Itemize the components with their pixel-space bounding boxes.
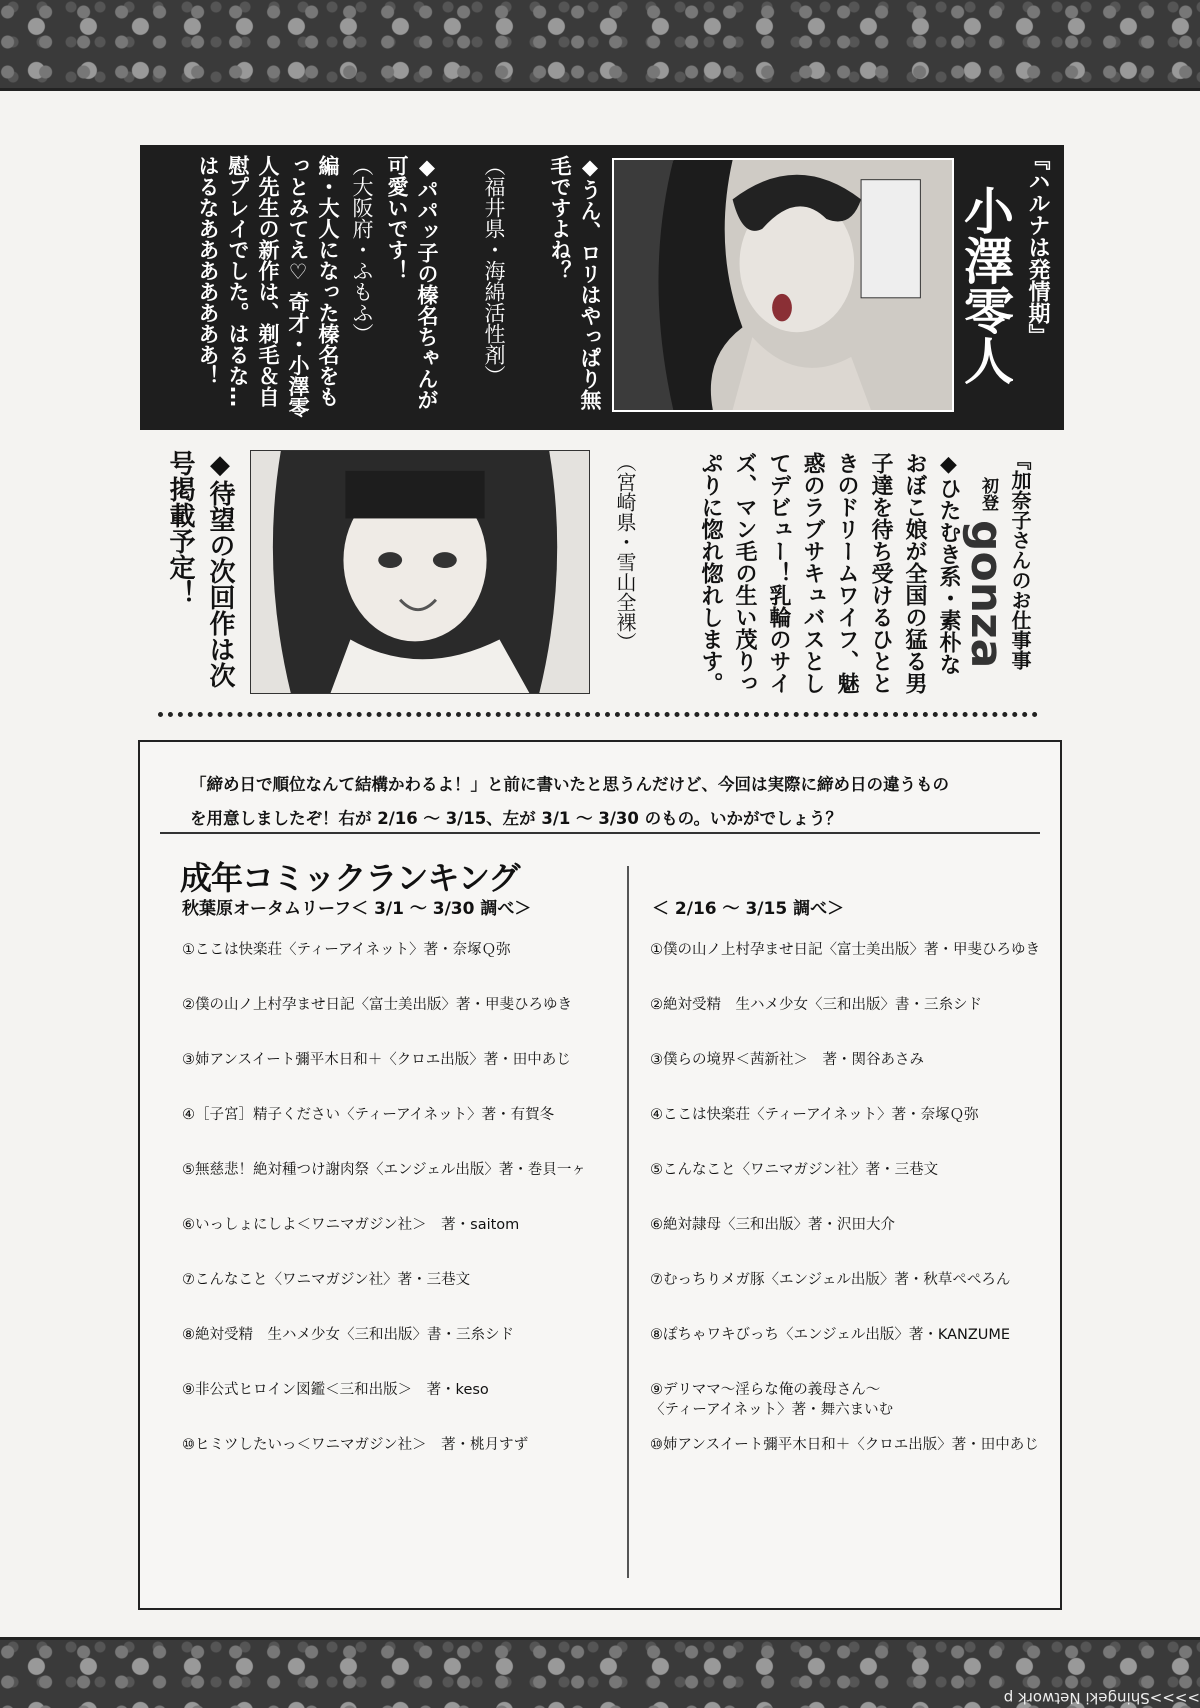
feature2-author: gonza	[961, 520, 1012, 669]
list-item: ⑩姉アンスイート彌平木日和＋〈クロエ出版〉著・田中あじ	[650, 1437, 1039, 1453]
comment-text: ◆パパッ子の榛名ちゃんが可愛いです！	[385, 155, 439, 410]
ranking-right-subtitle: ＜ 2/16 〜 3/15 調べ＞	[652, 899, 845, 919]
list-item: ⑩ヒミツしたいっ＜ワニマガジン社＞ 著・桃月すず	[182, 1437, 529, 1453]
list-item: ⑧絶対受精 生ハメ少女〈三和出版〉書・三糸シド	[182, 1327, 514, 1343]
list-item: ④［子宮］精子ください〈ティーアイネット〉著・有賀冬	[182, 1107, 555, 1123]
list-item: ⑥絶対隷母〈三和出版〉著・沢田大介	[650, 1217, 895, 1233]
intro-line-1: 「締め日で順位なんて結構かわるよ！」と前に書いたと思うんだけど、今回は実際に締め日の違うもの	[190, 775, 949, 794]
ranking-title: 成年コミックランキング	[180, 859, 520, 897]
feature1-comment-3	[165, 155, 343, 427]
intro-line-2: を用意しましたぞ！右が 2/16 〜 3/15、左が 3/1 〜 3/30 のもの。いかがでしょう？	[190, 809, 842, 828]
comment-text: ◆うん、ロリはやっぱり無毛ですよね？	[548, 155, 602, 410]
list-item: ⑥いっしょにしよ＜ワニマガジン社＞ 著・saitom	[182, 1217, 520, 1233]
list-item: ①僕の山ノ上村孕ませ日記〈富士美出版〉著・甲斐ひろゆき	[650, 942, 1040, 958]
feature2-body: ◆ひたむき系・素朴なおぼこ娘が全国の猛る男子達を待ち受けるひとときのドリームワイフ、魅惑のラブサキュバスとしてデビュー！乳輪のサイズ、マン毛の生い茂りっぷりに惚れ惚れします。	[698, 452, 961, 694]
list-item: ⑦こんなこと〈ワニマガジン社〉著・三巷文	[182, 1272, 471, 1288]
ranking-left-subtitle: 秋葉原オータムリーフ＜ 3/1 〜 3/30 調べ＞	[182, 899, 532, 919]
list-item: ②僕の山ノ上村孕ませ日記〈富士美出版〉著・甲斐ひろゆき	[182, 997, 572, 1013]
feature2-illustration	[250, 450, 590, 694]
feature1-author: 小澤零人	[956, 185, 1014, 385]
list-item: ⑧ぽちゃワキびっち〈エンジェル出版〉著・KANZUME	[650, 1327, 1011, 1343]
feature2-title: 『加奈子さんのお仕事事	[1008, 450, 1032, 670]
feature1-illustration	[612, 158, 954, 412]
intro-rule	[160, 832, 1040, 834]
feature1-comment-1	[545, 155, 605, 427]
list-item: ②絶対受精 生ハメ少女〈三和出版〉書・三糸シド	[650, 997, 982, 1013]
feature1-comment-2-source	[345, 155, 377, 427]
feature2-debut-badge: 初登	[978, 477, 998, 511]
list-item: ③姉アンスイート彌平木日和＋〈クロエ出版〉著・田中あじ	[182, 1052, 571, 1068]
top-texture-border	[0, 0, 1200, 88]
feature2-source: （宮崎県・雪山全裸）	[613, 452, 637, 652]
ranking-right-list	[650, 940, 1080, 1490]
section-divider	[158, 712, 1038, 717]
list-item: ⑦むっちりメガ豚〈エンジェル出版〉著・秋草ぺぺろん	[650, 1272, 1011, 1288]
list-item: ⑤こんなこと〈ワニマガジン社〉著・三巷文	[650, 1162, 939, 1178]
feature2-next-issue: ◆待望の次回作は次号掲載予定！	[165, 450, 235, 688]
feature1-title: 『ハルナは発情期』	[1025, 148, 1050, 346]
list-item: ⑨非公式ヒロイン図鑑＜三和出版＞ 著・keso	[182, 1382, 489, 1398]
column-divider	[627, 866, 629, 1578]
list-item: ③僕らの境界＜茜新社＞ 著・関谷あさみ	[650, 1052, 924, 1068]
ranking-intro	[190, 768, 1050, 836]
ranking-left-list	[182, 940, 612, 1490]
feature1-comment-1-source	[475, 155, 509, 427]
comment-source: （福井県・海綿活性剤）	[482, 155, 506, 386]
comment-source: （大阪府・ふもふ）	[350, 155, 374, 344]
list-item: ⑨デリママ〜淫らな俺の義母さん〜 〈ティーアイネット〉著・舞六まいむ	[650, 1382, 894, 1418]
list-item: ①ここは快楽荘〈ティーアイネット〉著・奈塚Ｑ弥	[182, 942, 511, 958]
feature1-comment-2	[378, 155, 442, 427]
footer-page-tag: >>>>Shingeki Network p	[1003, 1689, 1200, 1707]
top-rule	[0, 88, 1200, 91]
list-item: ④ここは快楽荘〈ティーアイネット〉著・奈塚Ｑ弥	[650, 1107, 979, 1123]
comment-text: 編・大人になった榛名をもっとみてえ♡ 奇才・小澤零人先生の新作は、剃毛＆自慰プレイでした。はるな…はるなあああああああ！	[196, 155, 340, 418]
list-item: ⑤無慈悲！絶対種つけ謝肉祭〈エンジェル出版〉著・巻貝一ヶ	[182, 1162, 586, 1178]
